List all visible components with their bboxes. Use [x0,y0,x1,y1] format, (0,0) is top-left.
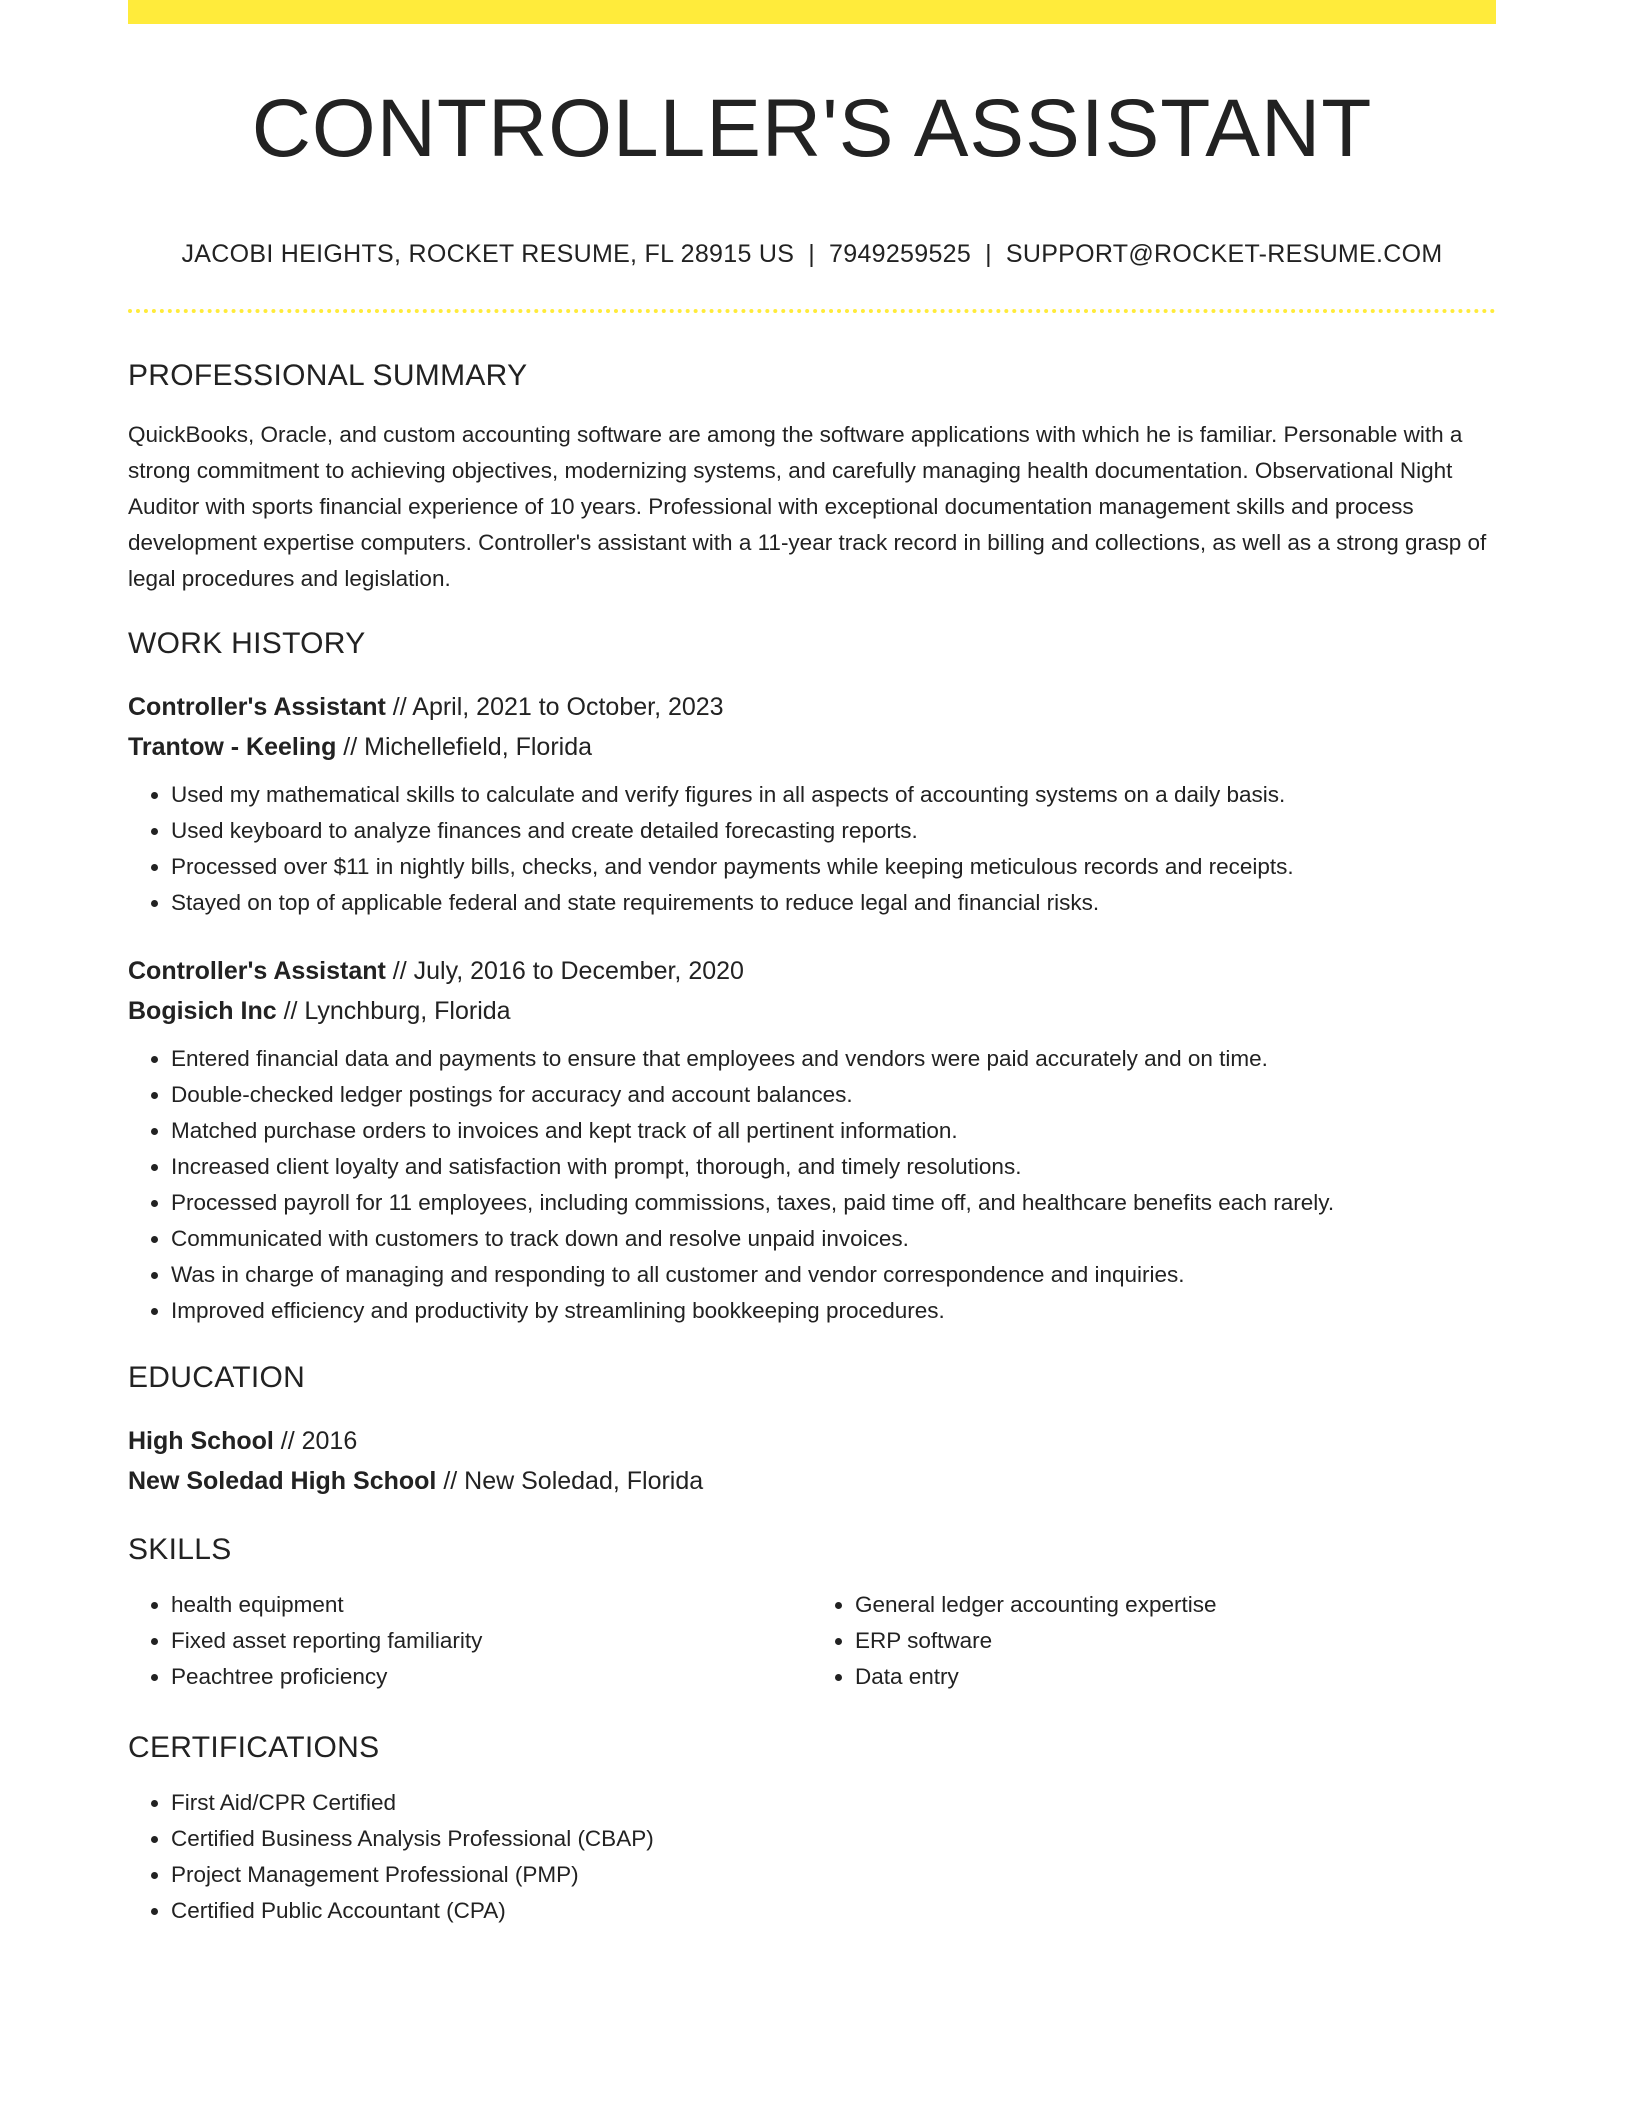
list-item: • First Aid/CPR Certified [171,1785,1496,1821]
contact-address: JACOBI HEIGHTS, ROCKET RESUME, FL 28915 US [181,240,795,268]
list-item: • Processed payroll for 11 employees, including commissions, taxes, paid time off, and healthcare benefits each rarely. [171,1185,1496,1221]
resume-page [128,0,1496,1929]
education-school: New Soledad High School [128,1467,437,1495]
contact-line [128,240,1496,269]
job-dates: // April, 2021 to October, 2023 [385,693,724,721]
education-year: // 2016 [273,1427,358,1455]
job-title-line [128,687,1496,727]
certifications-list [128,1785,1496,1929]
skills-heading: SKILLS [128,1533,232,1566]
list-item: • Was in charge of managing and responding to all customer and vendor correspondence and inquiries. [171,1257,1496,1293]
skills-column-left [128,1587,812,1695]
list-item: • Stayed on top of applicable federal and state requirements to reduce legal and financial risks. [171,885,1496,921]
list-item: • Processed over $11 in nightly bills, checks, and vendor payments while keeping meticulous records and receipts. [171,849,1496,885]
contact-phone: 7949259525 [829,240,972,268]
list-item: • Fixed asset reporting familiarity [171,1623,812,1659]
list-item: • Used my mathematical skills to calculate and verify figures in all aspects of accounting systems on a daily basis. [171,777,1496,813]
list-item: • health equipment [171,1587,812,1623]
list-item: • Used keyboard to analyze finances and create detailed forecasting reports. [171,813,1496,849]
job-title: Controller's Assistant [128,693,386,721]
job-title: Controller's Assistant [128,957,386,985]
job-duties [128,777,1496,921]
list-item: • ERP software [855,1623,1496,1659]
job-entry [128,687,1496,921]
list-item: • Certified Business Analysis Professional (CBAP) [171,1821,1496,1857]
resume-name: CONTROLLER'S ASSISTANT [251,83,1373,174]
job-title-line [128,951,1496,991]
skills-column-right [812,1587,1496,1695]
list-item: • Entered financial data and payments to ensure that employees and vendors were paid accurately and on time. [171,1041,1496,1077]
job-duties [128,1041,1496,1329]
list-item: • General ledger accounting expertise [855,1587,1496,1623]
contact-separator: | [808,240,816,268]
list-item: • Data entry [855,1659,1496,1695]
education-location: // New Soledad, Florida [436,1467,704,1495]
contact-separator: | [985,240,992,268]
job-location: // Lynchburg, Florida [276,997,511,1025]
list-item: • Matched purchase orders to invoices and kept track of all pertinent information. [171,1113,1496,1149]
job-dates: // July, 2016 to December, 2020 [385,957,744,985]
education-heading: EDUCATION [128,1361,306,1394]
job-company-line [128,991,1496,1031]
accent-bar [128,0,1496,24]
education-degree-line [128,1421,1496,1461]
job-company: Bogisich Inc [128,997,277,1025]
certifications-heading: CERTIFICATIONS [128,1731,380,1764]
list-item: • Double-checked ledger postings for accuracy and account balances. [171,1077,1496,1113]
contact-email: SUPPORT@ROCKET-RESUME.COM [1005,240,1443,268]
skills-list [128,1587,1496,1695]
header-divider [128,309,1496,313]
job-company-line [128,727,1496,767]
education-degree: High School [128,1427,274,1455]
job-location: // Michellefield, Florida [336,733,593,761]
job-entry [128,951,1496,1329]
list-item: • Increased client loyalty and satisfaction with prompt, thorough, and timely resolutions. [171,1149,1496,1185]
list-item: • Peachtree proficiency [171,1659,812,1695]
work-history-heading: WORK HISTORY [128,627,366,660]
summary-heading: PROFESSIONAL SUMMARY [128,359,528,392]
summary-text: QuickBooks, Oracle, and custom accounting software are among the software applications with which he is familiar. Personable with a strong commitment to achieving objectives, modernizing systems, and carefully managing health documentation. Observational Night Auditor with sports financial experience of 10 years. Professional with exceptional documentation management skills and process development expertise computers. Controller's assistant with a 11-year track record in billing and collections, as well as a strong grasp of legal procedures and legislation. [128,422,1487,591]
education-school-line [128,1461,1496,1501]
list-item: • Communicated with customers to track down and resolve unpaid invoices. [171,1221,1496,1257]
list-item: • Certified Public Accountant (CPA) [171,1893,1496,1929]
job-company: Trantow - Keeling [128,733,337,761]
list-item: • Project Management Professional (PMP) [171,1857,1496,1893]
list-item: • Improved efficiency and productivity by streamlining bookkeeping procedures. [171,1293,1496,1329]
education-entry [128,1421,1496,1501]
